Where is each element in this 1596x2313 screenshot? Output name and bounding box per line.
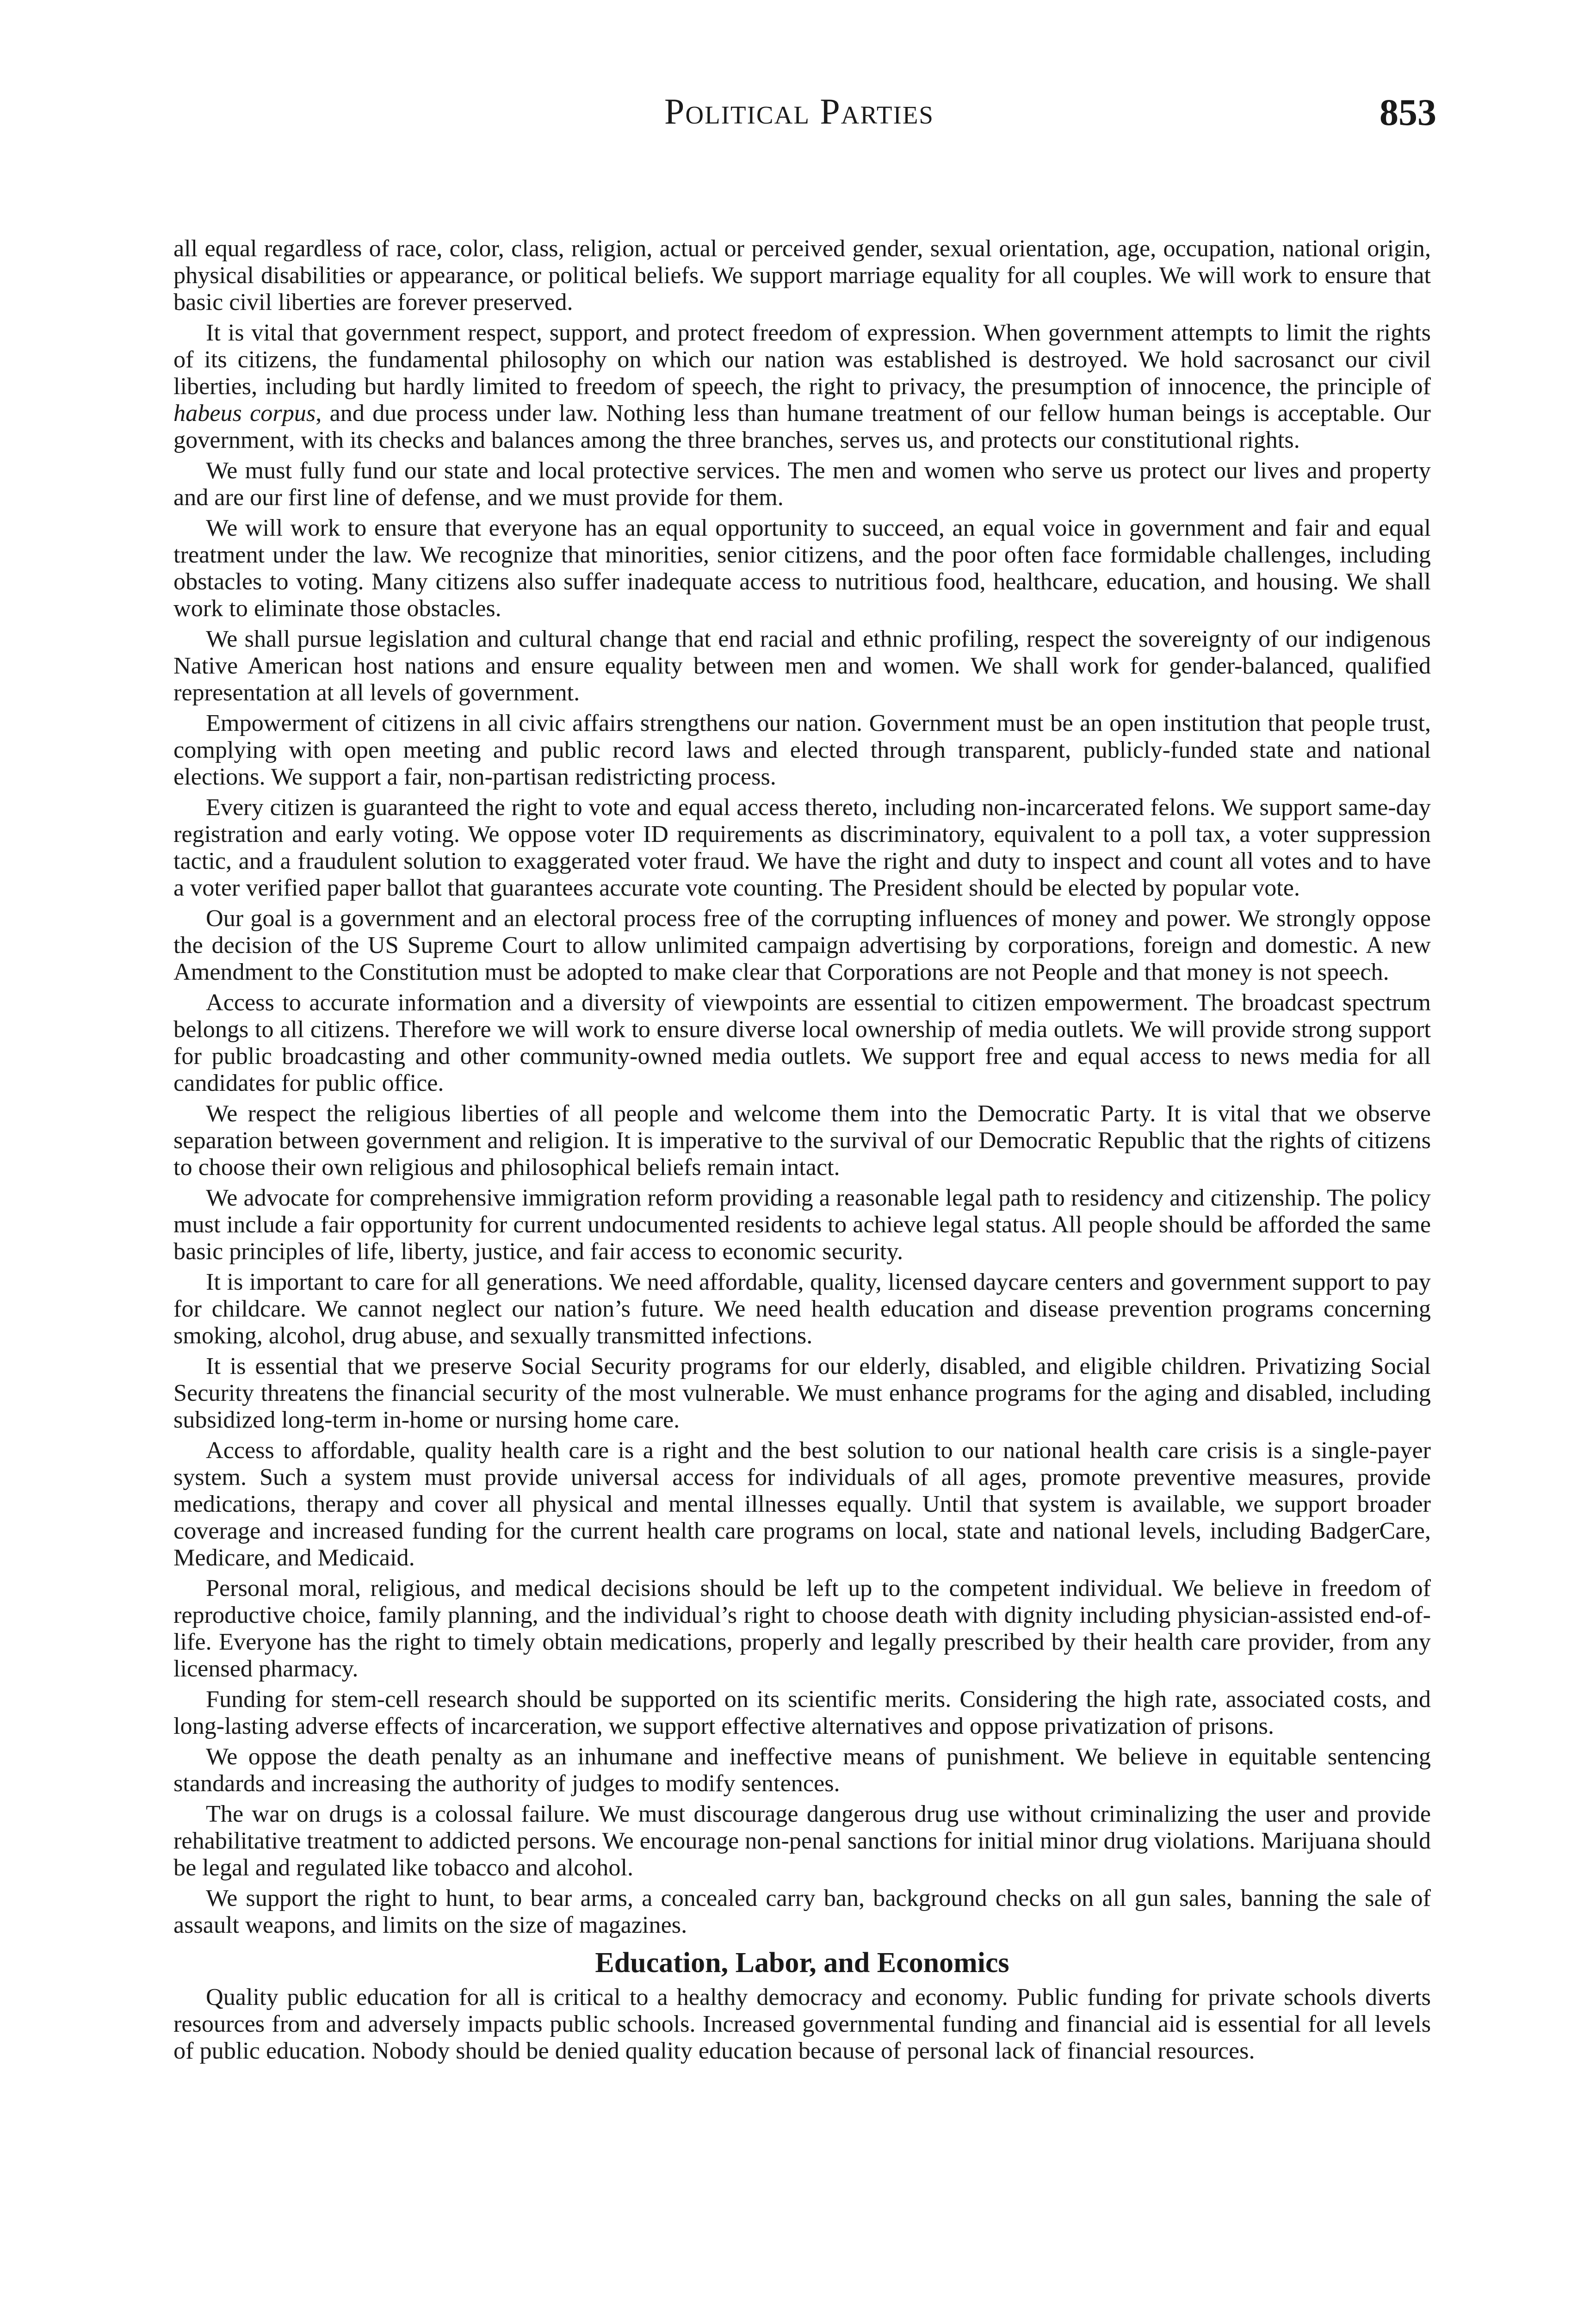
paragraph: We respect the religious liberties of all people and welcome them into the Democratic Party. It is vital that we observe separation between government and religion. It is imperative to the survival of our Democratic Republic that the rights of citizens to choose their own religious and philosophical beliefs remain intact.: [173, 1100, 1431, 1181]
italic-term: habeus corpus: [173, 400, 316, 427]
paragraph: Every citizen is guaranteed the right to vote and equal access thereto, including non-incarcerated felons. We support same-day registration and early voting. We oppose voter ID requirements as discriminatory, equivalent to a poll tax, a voter suppression tactic, and a fraudulent solution to exaggerated voter fraud. We have the right and duty to inspect and count all votes and to have a voter verified paper ballot that guarantees accurate vote counting. The President should be elected by popular vote.: [173, 794, 1431, 901]
paragraph: Access to affordable, quality health care is a right and the best solution to our national health care crisis is a single-payer system. Such a system must provide universal access for individuals of all ages, promote preventive measures, provide medications, therapy and cover all physical and mental illnesses equally. Until that system is available, we support broader coverage and increased funding for the current health care programs on local, state and national levels, including BadgerCare, Medicare, and Medicaid.: [173, 1437, 1431, 1571]
paragraph: Our goal is a government and an electoral process free of the corrupting influences of money and power. We strongly oppose the decision of the US Supreme Court to allow unlimited campaign advertising by corporations, foreign and domestic. A new Amendment to the Constitution must be adopted to make clear that Corporations are not People and that money is not speech.: [173, 905, 1431, 985]
paragraph: We shall pursue legislation and cultural change that end racial and ethnic profiling, respect the sovereignty of our indigenous Native American host nations and ensure equality between men and women. We shall work for gender-balanced, qualified representation at all levels of government.: [173, 625, 1431, 706]
text-body: [173, 235, 1431, 2068]
paragraph: We oppose the death penalty as an inhumane and ineffective means of punishment. We believe in equitable sentencing standards and increasing the authority of judges to modify sentences.: [173, 1743, 1431, 1797]
paragraph: Empowerment of citizens in all civic affairs strengthens our nation. Government must be an open institution that people trust, complying with open meeting and public record laws and elected through transparent, publicly-funded state and national elections. We support a fair, non-partisan redistricting process.: [173, 710, 1431, 790]
paragraph: Quality public education for all is critical to a healthy democracy and economy. Public funding for private schools diverts resources from and adversely impacts public schools. Increased governmental funding and financial aid is essential for all levels of public education. Nobody should be denied quality education because of personal lack of financial resources.: [173, 1984, 1431, 2064]
paragraph: We must fully fund our state and local protective services. The men and women who serve us protect our lives and property and are our first line of defense, and we must provide for them.: [173, 457, 1431, 511]
paragraph: Funding for stem-cell research should be supported on its scientific merits. Considering the high rate, associated costs, and long-lasting adverse effects of incarceration, we support effective alternatives and oppose privatization of prisons.: [173, 1686, 1431, 1739]
running-head: Political Parties: [664, 91, 934, 131]
paragraph: We support the right to hunt, to bear arms, a concealed carry ban, background checks on all gun sales, banning the sale of assault weapons, and limits on the size of magazines.: [173, 1885, 1431, 1938]
paragraph: The war on drugs is a colossal failure. We must discourage dangerous drug use without criminalizing the user and provide rehabilitative treatment to addicted persons. We encourage non-penal sanctions for initial minor drug violations. Marijuana should be legal and regulated like tobacco and alcohol.: [173, 1800, 1431, 1881]
section-heading: Education, Labor, and Economics: [595, 1947, 1009, 1979]
paragraph-text: It is vital that government respect, support, and protect freedom of expression. When government attempts to limit the rights of its citizens, the fundamental philosophy on which our nation was established is destroyed. We hold sacrosanct our civil liberties, including but hardly limited to freedom of speech, the right to privacy, the presumption of innocence, the principle of: [173, 319, 1431, 400]
paragraph-text: , and due process under law. Nothing less than humane treatment of our fellow human beings is acceptable. Our government, with its checks and balances among the three branches, serves us, and protects our constitutional rights.: [173, 400, 1431, 453]
paragraph: It is important to care for all generations. We need affordable, quality, licensed daycare centers and government support to pay for childcare. We cannot neglect our nation’s future. We need health education and disease prevention programs concerning smoking, alcohol, drug abuse, and sexually transmitted infections.: [173, 1268, 1431, 1349]
paragraph: Personal moral, religious, and medical decisions should be left up to the competent individual. We believe in freedom of reproductive choice, family planning, and the individual’s right to choose death with dignity including physician-assisted end-of-life. Everyone has the right to timely obtain medications, properly and legally prescribed by their health care provider, from any licensed pharmacy.: [173, 1575, 1431, 1682]
paragraph: We advocate for comprehensive immigration reform providing a reasonable legal path to residency and citizenship. The policy must include a fair opportunity for current undocumented residents to achieve legal status. All people should be afforded the same basic principles of life, liberty, justice, and fair access to economic security.: [173, 1184, 1431, 1265]
paragraph-habeas: [173, 319, 1431, 453]
paragraph: We will work to ensure that everyone has an equal opportunity to succeed, an equal voice in government and fair and equal treatment under the law. We recognize that minorities, senior citizens, and the poor often face formidable challenges, including obstacles to voting. Many citizens also suffer inadequate access to nutritious food, healthcare, education, and housing. We shall work to eliminate those obstacles.: [173, 514, 1431, 622]
page-number: 853: [1379, 91, 1436, 133]
paragraph: Access to accurate information and a diversity of viewpoints are essential to citizen empowerment. The broadcast spectrum belongs to all citizens. Therefore we will work to ensure diverse local ownership of media outlets. We will provide strong support for public broadcasting and other community-owned media outlets. We support free and equal access to news media for all candidates for public office.: [173, 989, 1431, 1096]
paragraph: all equal regardless of race, color, class, religion, actual or perceived gender, sexual orientation, age, occupation, national origin, physical disabilities or appearance, or political beliefs. We support marriage equality for all couples. We will work to ensure that basic civil liberties are forever preserved.: [173, 235, 1431, 315]
paragraph: It is essential that we preserve Social Security programs for our elderly, disabled, and eligible children. Privatizing Social Security threatens the financial security of the most vulnerable. We must enhance programs for the aging and disabled, including subsidized long-term in-home or nursing home care.: [173, 1353, 1431, 1433]
